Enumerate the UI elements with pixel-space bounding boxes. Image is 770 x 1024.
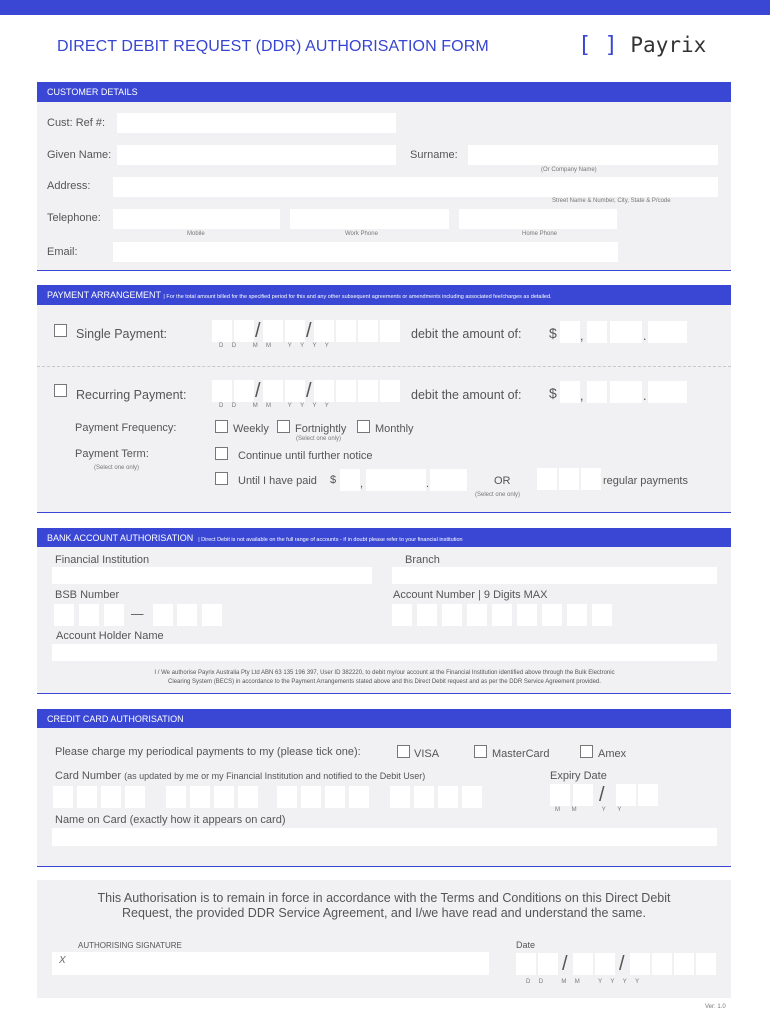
date-slash: / bbox=[306, 380, 312, 402]
bsb-cell[interactable] bbox=[104, 604, 124, 626]
amount-cell[interactable] bbox=[667, 321, 687, 343]
recurring-debit-label: debit the amount of: bbox=[411, 388, 522, 402]
card-cell[interactable] bbox=[53, 786, 73, 808]
amex-checkbox[interactable] bbox=[580, 745, 593, 758]
card-cell[interactable] bbox=[77, 786, 97, 808]
date-format-hint: D D M M Y Y Y Y bbox=[219, 343, 329, 349]
account-cell[interactable] bbox=[592, 604, 612, 626]
date-cell-y1[interactable] bbox=[314, 380, 334, 402]
home-phone-hint: Home Phone bbox=[522, 231, 558, 237]
account-holder-field[interactable] bbox=[52, 644, 717, 661]
monthly-checkbox[interactable] bbox=[357, 420, 370, 433]
bsb-cell[interactable] bbox=[177, 604, 197, 626]
email-field[interactable] bbox=[113, 242, 618, 262]
date-cell-y4[interactable] bbox=[380, 380, 400, 402]
until-paid-checkbox[interactable] bbox=[215, 472, 228, 485]
expiry-cell-m2[interactable] bbox=[573, 784, 593, 806]
amount-cell[interactable] bbox=[560, 381, 580, 403]
mastercard-checkbox[interactable] bbox=[474, 745, 487, 758]
bank-authorisation-legal: I / We authorise Payrix Australia Pty Ltd ABN 63 135 196 397, User ID 382220, to debit my/our account at the Financial Institution identified above through the Bulk Electronic Clearing System (BECS) in accordance to the Payment Arrangements stated above and this Direct Debit request and as per the DDR Service Agreement provided. bbox=[154, 670, 615, 685]
paid-amount-cell[interactable] bbox=[386, 469, 406, 491]
account-cell[interactable] bbox=[492, 604, 512, 626]
amount-dot: . bbox=[643, 329, 647, 343]
address-hint: Street Name & Number, City, State & P/code bbox=[552, 198, 671, 204]
account-number-label: Account Number | 9 Digits MAX bbox=[393, 589, 548, 601]
email-label: Email: bbox=[47, 246, 78, 258]
authorisation-statement: This Authorisation is to remain in force in accordance with the Terms and Conditions on this Direct Debit Request, the provided DDR Service Agreement, and I/we have read and understand the same. bbox=[97, 891, 671, 920]
top-brand-bar bbox=[0, 0, 770, 15]
card-cell[interactable] bbox=[462, 786, 482, 808]
account-holder-label: Account Holder Name bbox=[56, 630, 164, 642]
cust-ref-field[interactable] bbox=[117, 113, 396, 133]
bsb-cell[interactable] bbox=[202, 604, 222, 626]
card-number-cells bbox=[53, 786, 483, 808]
sign-date-cell[interactable] bbox=[573, 953, 593, 975]
expiry-format-hint: M M Y Y bbox=[555, 807, 622, 813]
bsb-dash: — bbox=[131, 607, 144, 621]
bsb-label: BSB Number bbox=[55, 589, 120, 601]
amex-label: Amex bbox=[598, 748, 627, 760]
date-cell-m1[interactable] bbox=[263, 380, 283, 402]
continue-checkbox[interactable] bbox=[215, 447, 228, 460]
date-cell-m2[interactable] bbox=[285, 380, 305, 402]
or-select-hint: (Select one only) bbox=[475, 492, 521, 498]
given-name-field[interactable] bbox=[117, 145, 396, 165]
weekly-checkbox[interactable] bbox=[215, 420, 228, 433]
regular-payments-label: regular payments bbox=[603, 475, 688, 487]
account-number-cells bbox=[392, 604, 617, 626]
customer-bottom-rule bbox=[37, 270, 731, 271]
card-cell[interactable] bbox=[390, 786, 410, 808]
form-title: DIRECT DEBIT REQUEST (DDR) AUTHORISATION FORM bbox=[57, 38, 489, 55]
sign-date-cell[interactable] bbox=[538, 953, 558, 975]
payment-arrangement-header: PAYMENT ARRANGEMENT | For the total amount billed for the specified period for this and any other subsequent agreements or amendments including associated fee/charges as detailed. bbox=[37, 285, 731, 305]
sign-date-slash: / bbox=[562, 953, 568, 975]
payment-divider bbox=[37, 366, 731, 367]
date-cell-m1[interactable] bbox=[263, 320, 283, 342]
bank-authorisation-header: BANK ACCOUNT AUTHORISATION | Direct Debit is not available on the full range of accounts - if in doubt please refer to your financial institution bbox=[37, 528, 731, 547]
payments-count-cell[interactable] bbox=[537, 468, 557, 490]
single-payment-checkbox[interactable] bbox=[54, 324, 67, 337]
branch-label: Branch bbox=[405, 554, 440, 566]
address-field[interactable] bbox=[113, 177, 718, 197]
date-cell-y1[interactable] bbox=[314, 320, 334, 342]
credit-card-header: CREDIT CARD AUTHORISATION bbox=[37, 709, 731, 728]
mobile-hint: Mobile bbox=[187, 231, 205, 237]
card-cell[interactable] bbox=[238, 786, 258, 808]
sign-date-cell[interactable] bbox=[696, 953, 716, 975]
given-name-label: Given Name: bbox=[47, 149, 112, 161]
date-slash: / bbox=[306, 320, 312, 342]
amount-cell[interactable] bbox=[667, 381, 687, 403]
name-on-card-field[interactable] bbox=[52, 828, 717, 846]
signature-x-mark: X bbox=[59, 955, 66, 966]
expiry-cell-y1[interactable] bbox=[616, 784, 636, 806]
bsb-cell[interactable] bbox=[153, 604, 173, 626]
paid-amount-dot: . bbox=[426, 478, 430, 490]
account-cell[interactable] bbox=[517, 604, 537, 626]
continue-label: Continue until further notice bbox=[238, 450, 373, 462]
date-cell-d2[interactable] bbox=[234, 320, 254, 342]
work-phone-hint: Work Phone bbox=[345, 231, 378, 237]
company-name-hint: (Or Company Name) bbox=[541, 167, 597, 173]
date-cell-y3[interactable] bbox=[358, 320, 378, 342]
payment-term-label: Payment Term: bbox=[75, 448, 149, 460]
recurring-payment-checkbox[interactable] bbox=[54, 384, 67, 397]
payrix-logo: [ ] Payrix bbox=[578, 33, 707, 58]
expiry-date-label: Expiry Date bbox=[550, 770, 607, 782]
mastercard-label: MasterCard bbox=[492, 748, 550, 760]
amount-dot: . bbox=[643, 389, 647, 403]
account-cell[interactable] bbox=[567, 604, 587, 626]
or-label: OR bbox=[494, 475, 511, 487]
sign-date-cell[interactable] bbox=[630, 953, 650, 975]
card-cell[interactable] bbox=[125, 786, 145, 808]
paid-amount-cell[interactable] bbox=[447, 469, 467, 491]
work-phone-field[interactable] bbox=[290, 209, 449, 229]
version-label: Ver: 1.0 bbox=[705, 1004, 726, 1010]
expiry-cell-y2[interactable] bbox=[638, 784, 658, 806]
amount-cell[interactable] bbox=[560, 321, 580, 343]
branch-field[interactable] bbox=[392, 567, 717, 584]
card-bottom-rule bbox=[37, 866, 731, 867]
card-cell[interactable] bbox=[349, 786, 369, 808]
account-cell[interactable] bbox=[392, 604, 412, 626]
sign-date-cell[interactable] bbox=[674, 953, 694, 975]
fortnightly-checkbox[interactable] bbox=[277, 420, 290, 433]
payment-frequency-label: Payment Frequency: bbox=[75, 422, 177, 434]
paid-amount-cell[interactable] bbox=[406, 469, 426, 491]
address-label: Address: bbox=[47, 180, 91, 192]
card-cell[interactable] bbox=[190, 786, 210, 808]
financial-institution-field[interactable] bbox=[52, 567, 372, 584]
amount-cell[interactable] bbox=[587, 321, 607, 343]
account-cell[interactable] bbox=[542, 604, 562, 626]
sign-date-cell[interactable] bbox=[516, 953, 536, 975]
date-cell-y3[interactable] bbox=[358, 380, 378, 402]
date-cell-y2[interactable] bbox=[336, 320, 356, 342]
expiry-slash: / bbox=[599, 784, 605, 806]
single-payment-date-cells bbox=[212, 320, 402, 344]
paid-amount-cell[interactable] bbox=[366, 469, 386, 491]
monthly-label: Monthly bbox=[375, 423, 414, 435]
financial-institution-label: Financial Institution bbox=[55, 554, 150, 566]
account-cell[interactable] bbox=[417, 604, 437, 626]
date-cell-d2[interactable] bbox=[234, 380, 254, 402]
card-cell[interactable] bbox=[101, 786, 121, 808]
amount-cell[interactable] bbox=[622, 381, 642, 403]
signature-label: AUTHORISING SIGNATURE bbox=[78, 941, 182, 950]
telephone-label: Telephone: bbox=[47, 212, 101, 224]
currency-symbol: $ bbox=[549, 385, 557, 401]
sign-date-format-hint: D D M M Y Y Y Y bbox=[526, 979, 640, 985]
sign-date-cell[interactable] bbox=[652, 953, 672, 975]
card-cell[interactable] bbox=[301, 786, 321, 808]
amount-cell[interactable] bbox=[648, 381, 668, 403]
card-cell[interactable] bbox=[325, 786, 345, 808]
single-debit-label: debit the amount of: bbox=[411, 327, 522, 341]
card-cell[interactable] bbox=[166, 786, 186, 808]
date-cell-y2[interactable] bbox=[336, 380, 356, 402]
term-select-hint: (Select one only) bbox=[94, 465, 140, 471]
account-cell[interactable] bbox=[467, 604, 487, 626]
amount-comma: , bbox=[580, 329, 584, 343]
fortnightly-label: Fortnightly bbox=[295, 423, 347, 435]
card-cell[interactable] bbox=[277, 786, 297, 808]
date-cell-y4[interactable] bbox=[380, 320, 400, 342]
currency-symbol: $ bbox=[549, 325, 557, 341]
account-cell[interactable] bbox=[442, 604, 462, 626]
date-format-hint: D D M M Y Y Y Y bbox=[219, 403, 329, 409]
charge-card-label: Please charge my periodical payments to my (please tick one): bbox=[55, 746, 361, 758]
date-label: Date bbox=[516, 940, 536, 950]
until-paid-label: Until I have paid bbox=[238, 475, 317, 487]
paid-amount-cell[interactable] bbox=[340, 469, 360, 491]
date-cell-m2[interactable] bbox=[285, 320, 305, 342]
amount-comma: , bbox=[580, 389, 584, 403]
date-slash: / bbox=[255, 380, 261, 402]
amount-cell[interactable] bbox=[648, 321, 668, 343]
amount-cell[interactable] bbox=[587, 381, 607, 403]
visa-checkbox[interactable] bbox=[397, 745, 410, 758]
payments-count-cell[interactable] bbox=[581, 468, 601, 490]
sign-date-slash: / bbox=[619, 953, 625, 975]
bsb-cell[interactable] bbox=[79, 604, 99, 626]
amount-cell[interactable] bbox=[622, 321, 642, 343]
payment-bottom-rule bbox=[37, 512, 731, 513]
recurring-payment-label: Recurring Payment: bbox=[76, 388, 187, 402]
date-cell-d1[interactable] bbox=[212, 380, 232, 402]
sign-date-cell[interactable] bbox=[595, 953, 615, 975]
home-phone-field[interactable] bbox=[459, 209, 617, 229]
surname-label: Surname: bbox=[410, 149, 458, 161]
signature-field[interactable] bbox=[52, 952, 489, 975]
paid-amount-comma: , bbox=[360, 478, 364, 490]
card-cell[interactable] bbox=[214, 786, 234, 808]
expiry-cell-m1[interactable] bbox=[550, 784, 570, 806]
weekly-label: Weekly bbox=[233, 423, 269, 435]
cust-ref-label: Cust: Ref #: bbox=[47, 117, 106, 129]
payments-count-cell[interactable] bbox=[559, 468, 579, 490]
name-on-card-label: Name on Card (exactly how it appears on card) bbox=[55, 814, 286, 826]
bsb-cell[interactable] bbox=[54, 604, 74, 626]
frequency-select-hint: (Select one only) bbox=[296, 436, 342, 442]
visa-label: VISA bbox=[414, 748, 440, 760]
customer-details-header: CUSTOMER DETAILS bbox=[37, 82, 731, 102]
card-cell[interactable] bbox=[438, 786, 458, 808]
single-payment-label: Single Payment: bbox=[76, 327, 168, 341]
card-number-label: Card Number (as updated by me or my Financial Institution and notified to the Debit User) bbox=[55, 770, 426, 782]
card-cell[interactable] bbox=[414, 786, 434, 808]
bank-bottom-rule bbox=[37, 693, 731, 694]
recurring-payment-date-cells bbox=[212, 380, 402, 404]
surname-field[interactable] bbox=[468, 145, 718, 165]
date-cell-d1[interactable] bbox=[212, 320, 232, 342]
date-slash: / bbox=[255, 320, 261, 342]
until-paid-currency: $ bbox=[330, 474, 337, 486]
mobile-phone-field[interactable] bbox=[113, 209, 280, 229]
